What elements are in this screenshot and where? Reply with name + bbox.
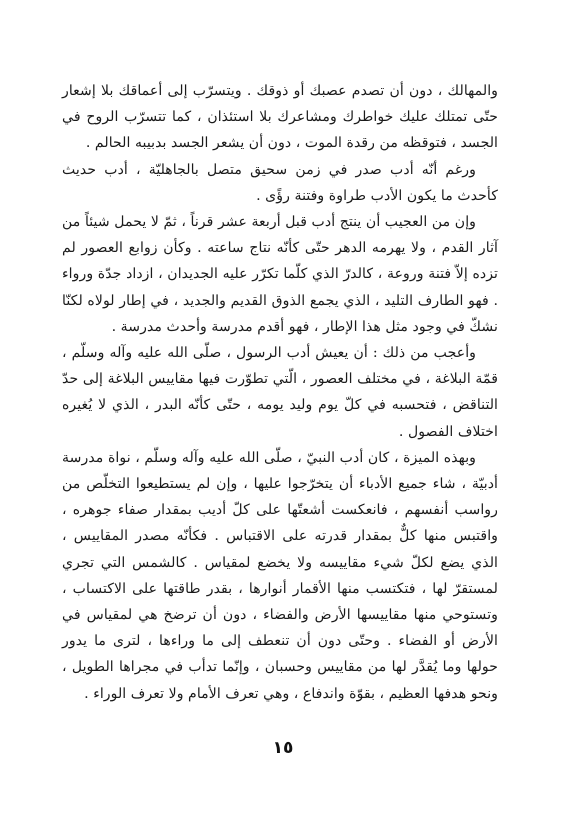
paragraph-4: وأعجب من ذلك : أن يعيش أدب الرسول ، صلّى الله عليه وآله وسلّم ، قمّة البلاغة ، في مختلف العصور ، الّتي تطوّرت فيها مقاييس البلاغة إلى حدّ التناقض ، فتحسبه في كلّ يوم وليد يومه ، حتّى كأنّه البدر ، الذي لا يُغيره اختلاف الفصول . (62, 345, 498, 440)
paragraph-2: ورغم أنّه أدب صدر في زمن سحيق متصل بالجاهليّة ، أدب حديث كأحدث ما يكون الأدب طراوة وفتنة رؤًى . (62, 161, 498, 204)
paragraph-5: وبهذه الميزة ، كان أدب النبيّ ، صلّى الله عليه وآله وسلّم ، نواة مدرسة أدبيّة ، شاء جميع الأدباء أن يتخرّجوا عليها ، وإن لم يستطيعوا التخلّص من رواسب أنفسهم ، فانعكست أشعتّها على كلّ أديب بمقدار صفاء جوهره ، واقتبس منها كلٌّ بمقدار قدرته على الاقتباس . فكأنّه مصدر المقاييس ، الذي يضع لكلّ شيء مقاييسه ولا يخضع لمقياس . كالشمس التي تجري لمستقرّ لها ، فتكتسب منها الأقمار أنوارها ، بقدر طاقتها على الاكتساب ، وتستوحي منها مقاييسها الأرض والفضاء ، دون أن ترضخ هي لمقياس في الأرض أو الفضاء . وحتّى دون أن تنعطف إلى ما وراءها ، لترى ما يدور حولها وما يُقدَّر لها من مقاييس وحسبان ، وإنّما تدأب في مجراها الطويل ، ونحو هدفها العظيم ، بقوّة واندفاع ، وهي تعرف الأمام ولا تعرف الوراء . (62, 449, 498, 702)
page-number: ١٥ (272, 738, 294, 758)
page-body (62, 78, 498, 707)
paragraph-3: وإن من العجيب أن ينتج أدب قبل أربعة عشر قرناً ، ثمّ لا يحمل شيئاً من آثار القدم ، ولا يهرمه الدهر حتّى كأنّه نتاج ساعته . وكأن زوابع العصور لم تزده إلاّ فتنة وروعة ، كالدرّ الذي كلّما تكرّر عليه الجديدان ، ازداد جدّة ورواء . فهو الطارف التليد ، الذي يجمع الذوق القديم والجديد ، في إطار لولاه لكنّا نشكّ في وجود مثل هذا الإطار ، فهو أقدم مدرسة وأحدث مدرسة . (62, 214, 498, 335)
paragraph-1: والمهالك ، دون أن تصدم عصبك أو ذوقك . ويتسرّب إلى أعماقك بلا إشعار حتّى تمتلك عليك خواطرك ومشاعرك بلا استئذان ، كما تتسرّب الروح في الجسد ، فتوقظه من رقدة الموت ، دون أن يشعر الجسد بدبيبه الحالم . (62, 83, 498, 152)
